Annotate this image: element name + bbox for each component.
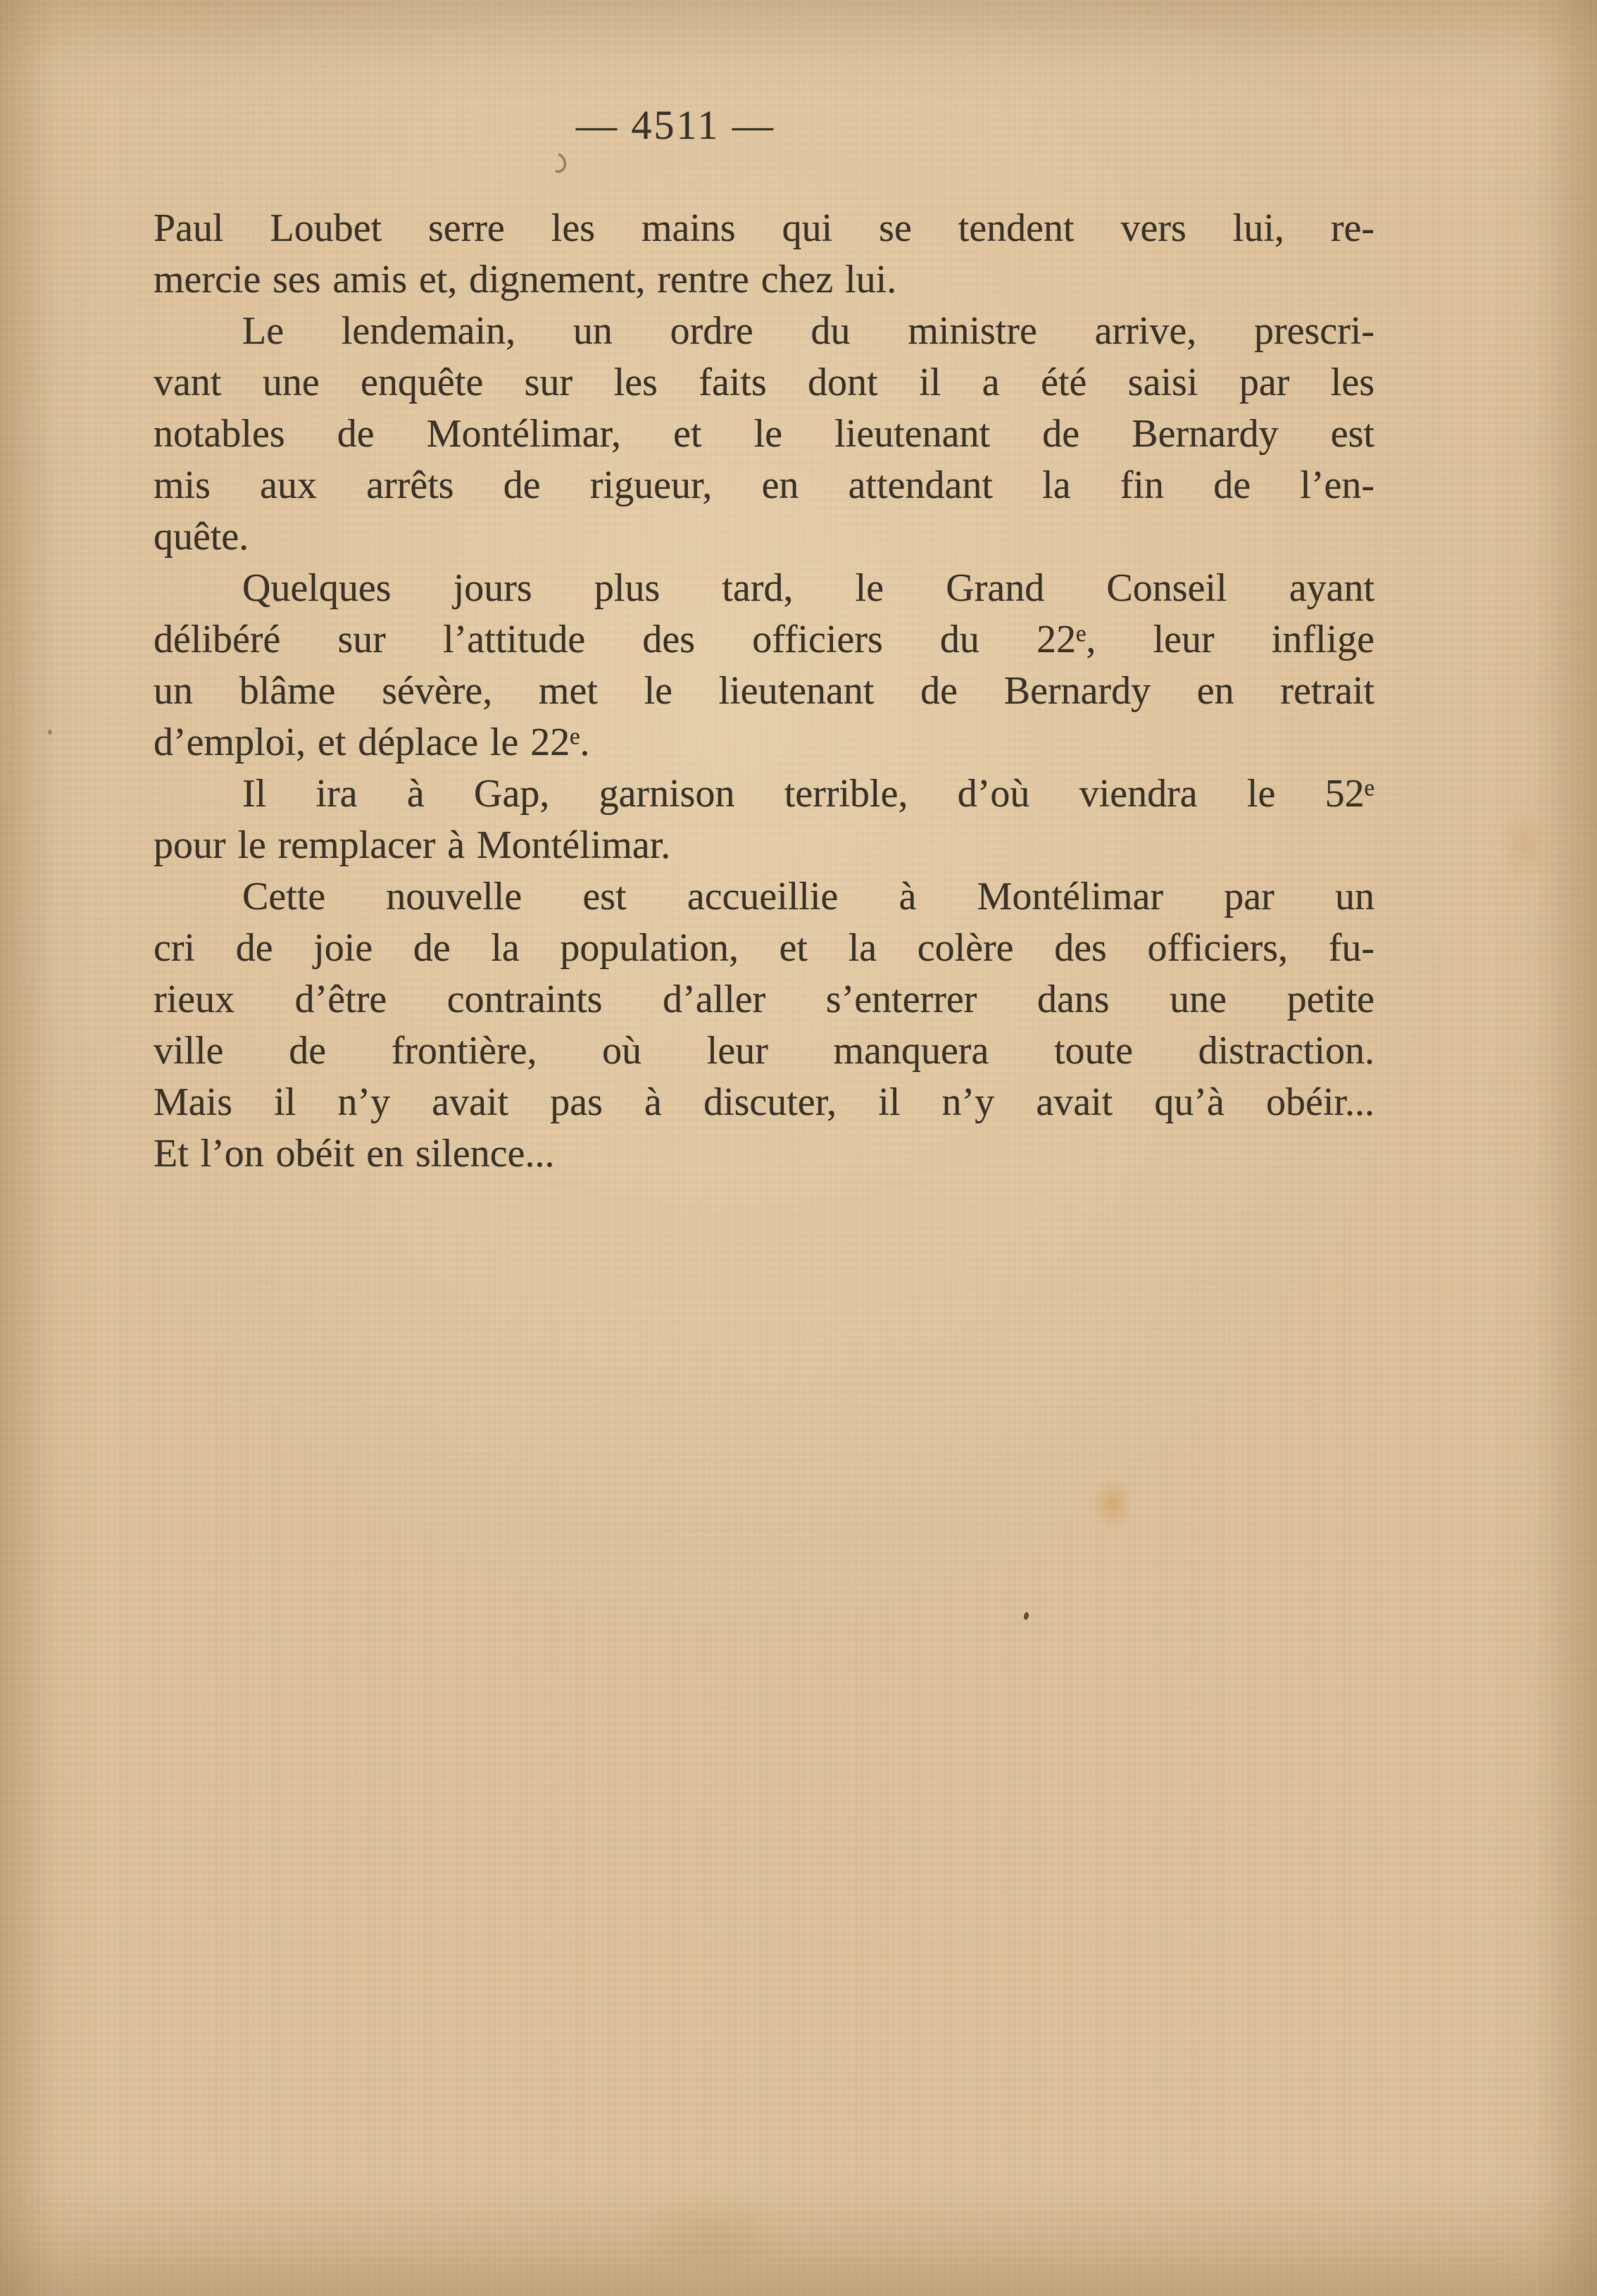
- page-number: — 4511 —: [576, 102, 775, 148]
- text-line: rieux d’être contraints d’aller s’enterrer dans une petite: [154, 978, 1374, 1021]
- text-line: Il ira à Gap, garnison terrible, d’où viendra le 52ᵉ: [242, 772, 1374, 816]
- text-line: pour le remplacer à Montélimar.: [154, 823, 671, 867]
- text-line: délibéré sur l’attitude des officiers du 22ᵉ, leur inflige: [154, 618, 1374, 661]
- text-line: Le lendemain, un ordre du ministre arrive, prescri-: [242, 309, 1374, 353]
- text-line: Paul Loubet serre les mains qui se tendent vers lui, re-: [154, 206, 1374, 250]
- ink-speck: [48, 730, 52, 735]
- paper-stain: [1486, 789, 1563, 901]
- ink-smudge: [544, 149, 570, 177]
- text-line: notables de Montélimar, et le lieutenant de Bernardy est: [154, 412, 1374, 456]
- text-line: ville de frontière, où leur manquera toute distraction.: [154, 1029, 1374, 1073]
- text-line: mercie ses amis et, dignement, rentre chez lui.: [154, 258, 897, 301]
- text-line: cri de joie de la population, et la colère des officiers, fu-: [154, 926, 1374, 970]
- text-line: Cette nouvelle est accueillie à Montélimar par un: [242, 875, 1374, 918]
- text-line: quête.: [154, 515, 249, 559]
- text-line: vant une enquête sur les faits dont il a été saisi par les: [154, 361, 1374, 404]
- ink-speck: [1023, 1611, 1029, 1620]
- text-line: d’emploi, et déplace le 22ᵉ.: [154, 720, 590, 764]
- body-text: [154, 203, 1374, 1180]
- paper-stain: [1084, 1468, 1141, 1539]
- text-line: Quelques jours plus tard, le Grand Conseil ayant: [242, 566, 1374, 610]
- text-line: Et l’on obéit en silence...: [154, 1132, 555, 1175]
- text-line: mis aux arrêts de rigueur, en attendant la fin de l’en-: [154, 463, 1374, 507]
- text-line: Mais il n’y avait pas à discuter, il n’y avait qu’à obéir...: [154, 1080, 1374, 1124]
- paper-stain: [606, 2176, 817, 2296]
- text-line: un blâme sévère, met le lieutenant de Bernardy en retrait: [154, 669, 1374, 713]
